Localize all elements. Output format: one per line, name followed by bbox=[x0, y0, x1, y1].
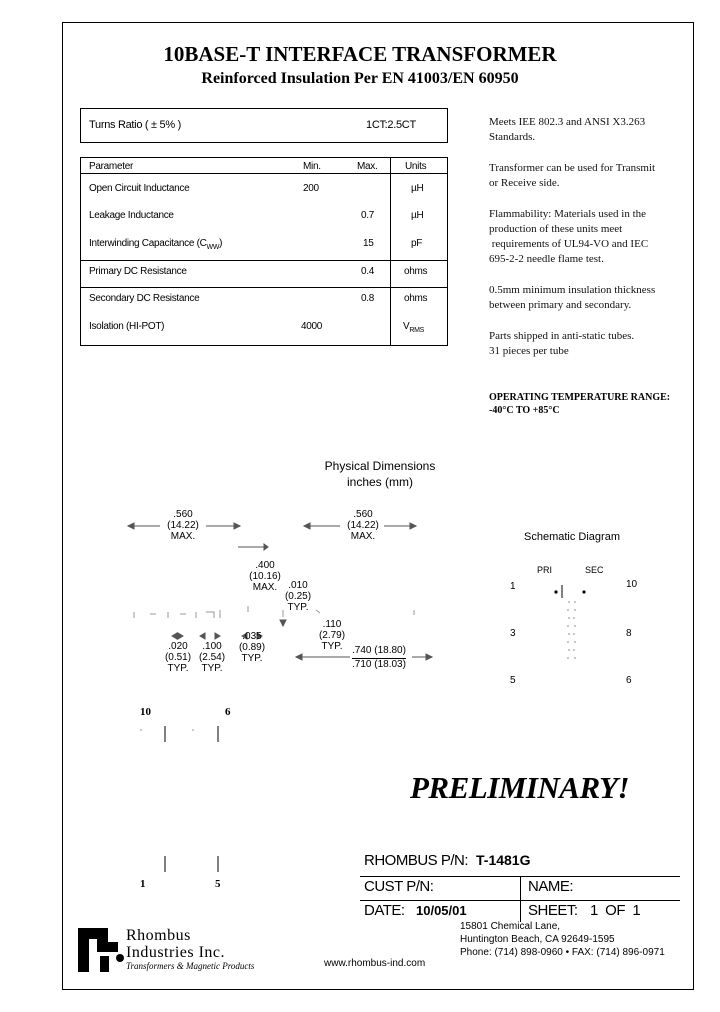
part-number-value: T-1481G bbox=[476, 852, 531, 868]
row-units: µH bbox=[411, 183, 424, 194]
row-units: µH bbox=[411, 210, 424, 221]
physical-dimensions-title: Physical Dimensions inches (mm) bbox=[324, 459, 436, 489]
row-units: ohms bbox=[404, 293, 428, 304]
note-standards: Meets IEE 802.3 and ANSI X3.263 Standards. bbox=[489, 116, 646, 143]
schematic-pin-6: 6 bbox=[626, 675, 632, 686]
col-header-parameter: Parameter bbox=[89, 161, 133, 172]
company-name: Rhombus Industries Inc. bbox=[126, 927, 226, 961]
col-header-max: Max. bbox=[357, 161, 378, 172]
note-insulation: 0.5mm minimum insulation thickness between primary and secondary. bbox=[489, 284, 656, 311]
schematic-title: Schematic Diagram bbox=[524, 531, 620, 543]
row-min: 200 bbox=[303, 183, 319, 194]
schematic-sec-label: SEC bbox=[585, 565, 604, 575]
rhombus-logo-icon bbox=[78, 928, 126, 972]
date-value: 10/05/01 bbox=[416, 903, 467, 918]
customer-pn-label: CUST P/N: bbox=[364, 878, 434, 895]
schematic-windings bbox=[540, 580, 600, 670]
dim-width-left: .560 (14.22) MAX. bbox=[167, 509, 199, 542]
company-website[interactable]: www.rhombus-ind.com bbox=[324, 958, 426, 969]
name-label: NAME: bbox=[528, 878, 574, 895]
sheet-label: SHEET: bbox=[528, 902, 578, 919]
row-max: 0.8 bbox=[361, 293, 375, 304]
row-param: Leakage Inductance bbox=[89, 210, 174, 221]
dim-pitch: .100 (2.54) TYP. bbox=[198, 641, 226, 674]
dim-width-right: .560 (14.22) MAX. bbox=[347, 509, 379, 542]
schematic-pin-5: 5 bbox=[510, 675, 516, 686]
row-param: Open Circuit Inductance bbox=[89, 183, 190, 194]
dim-standoff: .110 (2.79) TYP. bbox=[318, 619, 346, 652]
document-subtitle: Reinforced Insulation Per EN 41003/EN 60950 bbox=[201, 70, 519, 87]
row-min: 4000 bbox=[301, 321, 323, 332]
row-param: Primary DC Resistance bbox=[89, 266, 187, 277]
dim-span-min: .710 (18.03) bbox=[352, 659, 406, 670]
row-max: 15 bbox=[363, 238, 374, 249]
dim-lead-width: .020 (0.51) TYP. bbox=[164, 641, 192, 674]
dim-height: .400 (10.16) MAX. bbox=[249, 560, 281, 593]
pin-label-5: 5 bbox=[215, 878, 221, 890]
pin-label-6: 6 bbox=[225, 706, 231, 718]
title-block-divider bbox=[520, 876, 521, 922]
row-max: 0.4 bbox=[361, 266, 375, 277]
schematic-pin-8: 8 bbox=[626, 628, 632, 639]
turns-ratio-value: 1CT:2.5CT bbox=[366, 119, 416, 131]
schematic-pin-10: 10 bbox=[626, 579, 638, 590]
dim-span-max: .740 (18.80) bbox=[352, 645, 406, 656]
row-units: $V_{RMS}$ bbox=[403, 321, 425, 334]
company-tagline: Transformers & Magnetic Products bbox=[126, 961, 255, 971]
note-flammability: Flammability: Materials used in the production of these units meet requirements of UL94-VO and IEC 695-2-2 needle flame test. bbox=[489, 208, 649, 265]
row-units: ohms bbox=[404, 266, 428, 277]
row-param: Secondary DC Resistance bbox=[89, 293, 200, 304]
row-max: 0.7 bbox=[361, 210, 375, 221]
row-units: pF bbox=[411, 238, 423, 249]
row-param: Interwinding Capacitance $(C_{WW})$ bbox=[89, 238, 223, 251]
schematic-pri-label: PRI bbox=[537, 565, 553, 575]
col-header-min: Min. bbox=[303, 161, 321, 172]
operating-temp-range: -40°C TO +85°C bbox=[489, 405, 560, 416]
dim-lead-thickness: .010 (0.25) TYP. bbox=[284, 580, 312, 613]
turns-ratio-label: Turns Ratio ( ± 5% ) bbox=[89, 119, 181, 131]
company-address: 15801 Chemical Lane, Huntington Beach, CA 92649-1595 Phone: (714) 898-0960 • FAX: (714) 896-0971 bbox=[460, 921, 665, 958]
date-label: DATE: bbox=[364, 902, 405, 919]
note-transmit: Transformer can be used for Transmit or Receive side. bbox=[489, 162, 656, 189]
operating-temp-label: OPERATING TEMPERATURE RANGE: bbox=[489, 392, 671, 403]
dim-shoulder: .035 (0.89) TYP. bbox=[238, 631, 266, 664]
col-header-units: Units bbox=[405, 161, 427, 172]
document-title: 10BASE-T INTERFACE TRANSFORMER bbox=[163, 42, 557, 66]
schematic-pin-3: 3 bbox=[510, 628, 516, 639]
row-param: Isolation (HI-POT) bbox=[89, 321, 165, 332]
schematic-pin-1: 1 bbox=[510, 581, 516, 592]
note-shipping: Parts shipped in anti-static tubes. 31 pieces per tube bbox=[489, 330, 635, 357]
sheet-value: 1 OF 1 bbox=[590, 902, 641, 919]
preliminary-stamp: PRELIMINARY! bbox=[410, 770, 630, 805]
pin-label-1: 1 bbox=[140, 878, 146, 890]
pin-label-10: 10 bbox=[140, 706, 151, 718]
part-number-label: RHOMBUS P/N: bbox=[364, 852, 469, 869]
